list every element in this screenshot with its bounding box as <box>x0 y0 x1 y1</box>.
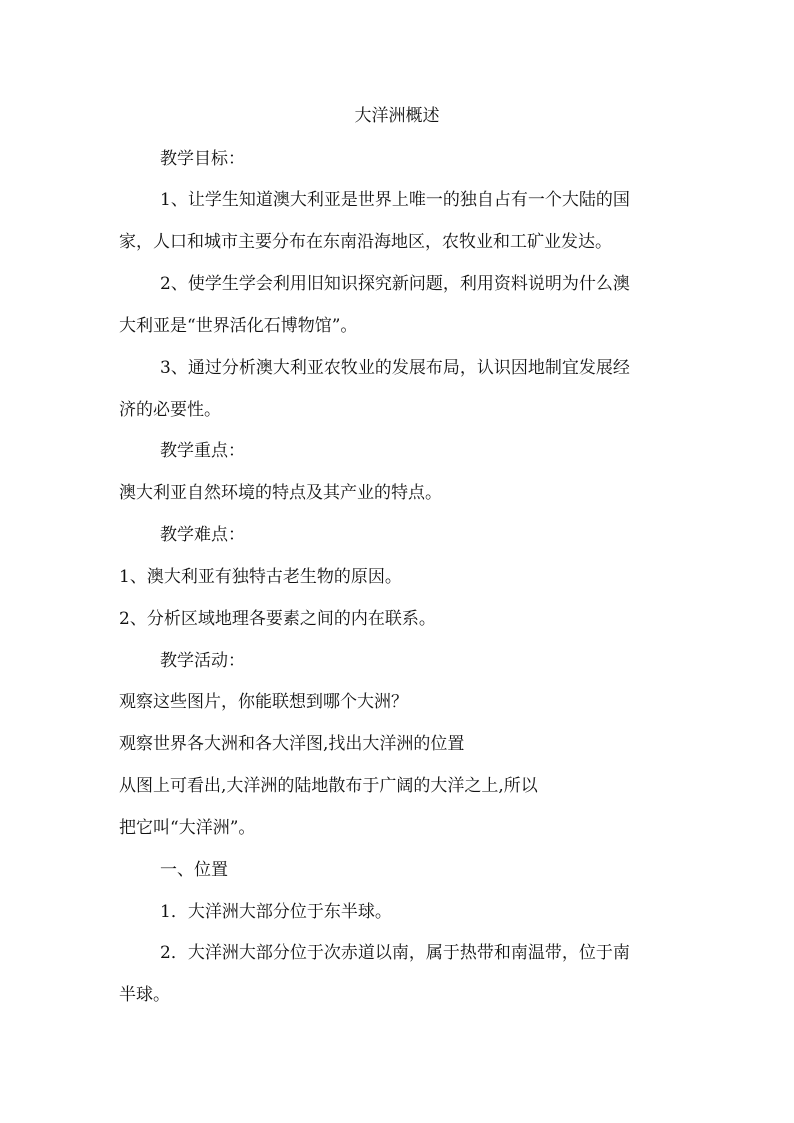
location-point-1: 1．大洋洲大部分位于东半球。 <box>160 902 392 922</box>
difficulty-1: 1、澳大利亚有独特古老生物的原因。 <box>119 567 402 587</box>
location-point-2-line-1: 2．大洋洲大部分位于次赤道以南，属于热带和南温带，位于南 <box>160 943 630 963</box>
activity-line-1: 观察这些图片，你能联想到哪个大洲？ <box>119 692 408 712</box>
objective-3-line-2: 济的必要性。 <box>119 400 221 420</box>
section-heading-key-points: 教学重点： <box>160 441 245 461</box>
section-heading-activities: 教学活动： <box>160 651 245 671</box>
objective-1-line-2: 家，人口和城市主要分布在东南沿海地区，农牧业和工矿业发达。 <box>119 232 612 252</box>
activity-line-4: 把它叫“大洋洲”。 <box>119 818 256 838</box>
key-point-text: 澳大利亚自然环境的特点及其产业的特点。 <box>119 483 442 503</box>
document-title: 大洋洲概述 <box>354 106 440 126</box>
activity-line-3: 从图上可看出,大洋洲的陆地散布于广阔的大洋之上,所以 <box>119 776 538 796</box>
section-heading-location: 一、位置 <box>160 860 228 880</box>
section-heading-objectives: 教学目标： <box>160 149 245 169</box>
difficulty-2: 2、分析区域地理各要素之间的内在联系。 <box>119 609 436 629</box>
activity-line-2: 观察世界各大洲和各大洋图,找出大洋洲的位置 <box>119 734 465 754</box>
objective-2-line-2: 大利亚是“世界活化石博物馆”。 <box>119 316 358 336</box>
objective-2-line-1: 2、使学生学会利用旧知识探究新问题，利用资料说明为什么澳 <box>160 274 630 294</box>
objective-1-line-1: 1、让学生知道澳大利亚是世界上唯一的独自占有一个大陆的国 <box>160 190 630 210</box>
section-heading-difficulties: 教学难点： <box>160 525 245 545</box>
objective-3-line-1: 3、通过分析澳大利亚农牧业的发展布局，认识因地制宜发展经 <box>160 358 630 378</box>
location-point-2-line-2: 半球。 <box>119 985 170 1005</box>
